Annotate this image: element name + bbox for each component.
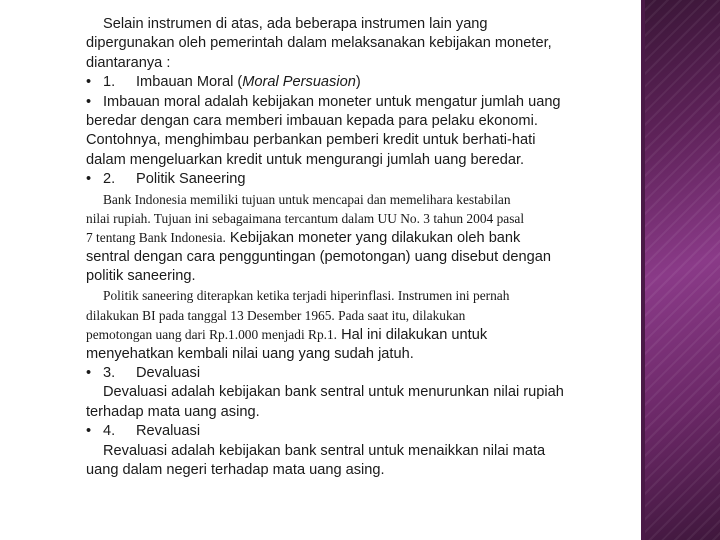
item-title: Revaluasi bbox=[136, 423, 201, 440]
intro-line: dipergunakan oleh pemerintah dalam melaksanakan kebijakan moneter, bbox=[86, 35, 552, 52]
intro-line: diantaranya : bbox=[86, 54, 171, 71]
sans-text: Hal ini dilakukan untuk bbox=[341, 327, 488, 344]
mixed-line bbox=[86, 228, 614, 247]
slide-body-text bbox=[86, 15, 614, 480]
decorative-side-panel bbox=[641, 0, 720, 540]
list-item-revaluasi bbox=[86, 422, 614, 441]
item-title-close: ) bbox=[355, 74, 361, 91]
item-title-italic: Moral Persuasion bbox=[242, 74, 356, 91]
bullet: • bbox=[86, 171, 92, 188]
description-line: terhadap mata uang asing. bbox=[86, 403, 260, 420]
item-number: 2. bbox=[103, 171, 116, 188]
item-title: Imbauan Moral ( bbox=[136, 74, 243, 91]
item-number: 4. bbox=[103, 423, 116, 440]
paragraph-line: sentral dengan cara pengguntingan (pemotongan) uang disebut dengan bbox=[86, 248, 551, 265]
bullet: • bbox=[86, 365, 92, 382]
serif-line: dilakukan BI pada tanggal 13 Desember 1965. Pada saat itu, dilakukan bbox=[86, 307, 466, 323]
intro-line: Selain instrumen di atas, ada beberapa instrumen lain yang bbox=[103, 16, 488, 32]
paragraph-line: politik saneering. bbox=[86, 268, 196, 285]
list-item-politik-saneering bbox=[86, 170, 614, 189]
description-line: Revaluasi adalah kebijakan bank sentral untuk menaikkan nilai mata bbox=[103, 442, 546, 459]
item-number: 1. bbox=[103, 74, 116, 91]
bullet: • bbox=[86, 93, 92, 110]
description-line: uang dalam negeri terhadap mata uang asing. bbox=[86, 461, 385, 478]
description-text: Imbauan moral adalah kebijakan moneter untuk mengatur jumlah uang bbox=[103, 93, 561, 110]
description-line: Contohnya, menghimbau perbankan pemberi kredit untuk berhati-hati bbox=[86, 132, 536, 149]
side-panel-edge bbox=[641, 0, 645, 540]
description-line: beredar dengan cara memberi imbauan kepada para pelaku ekonomi. bbox=[86, 112, 538, 129]
mixed-line bbox=[86, 325, 614, 344]
serif-line: nilai rupiah. Tujuan ini sebagaimana tercantum dalam UU No. 3 tahun 2004 pasal bbox=[86, 210, 525, 226]
serif-text: 7 tentang Bank Indonesia. bbox=[86, 230, 226, 246]
serif-line: Bank Indonesia memiliki tujuan untuk mencapai dan memelihara kestabilan bbox=[103, 191, 511, 207]
item-title: Politik Saneering bbox=[136, 171, 246, 188]
bullet: • bbox=[86, 74, 92, 91]
description-line: dalam mengeluarkan kredit untuk mengurangi jumlah uang beredar. bbox=[86, 151, 525, 168]
list-item-description bbox=[86, 93, 614, 112]
sans-text: Kebijakan moneter yang dilakukan oleh bank bbox=[229, 230, 521, 247]
item-title: Devaluasi bbox=[136, 365, 201, 382]
paragraph-line: menyehatkan kembali nilai uang yang sudah jatuh. bbox=[86, 345, 414, 362]
bullet: • bbox=[86, 423, 92, 440]
list-item-devaluasi bbox=[86, 364, 614, 383]
description-line: Devaluasi adalah kebijakan bank sentral untuk menurunkan nilai rupiah bbox=[103, 384, 564, 401]
serif-text: pemotongan uang dari Rp.1.000 menjadi Rp.1. bbox=[86, 327, 338, 343]
serif-line: Politik saneering diterapkan ketika terjadi hiperinflasi. Instrumen ini pernah bbox=[103, 288, 510, 304]
list-item-imbauan-moral bbox=[86, 73, 614, 92]
item-number: 3. bbox=[103, 365, 116, 382]
